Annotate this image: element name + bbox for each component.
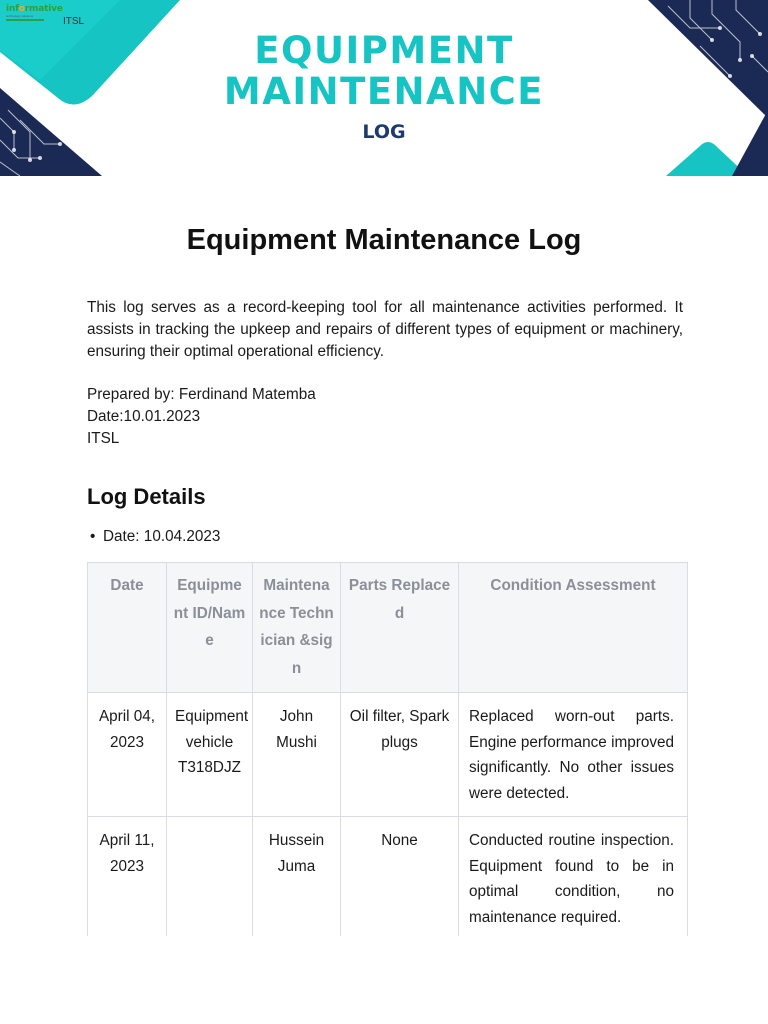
column-header-parts: Parts Replaced [341, 563, 459, 693]
banner-title: EQUIPMENT MAINTENANCE [223, 29, 545, 113]
cell-technician: Hussein Juma [253, 817, 341, 937]
table-header-row [88, 563, 688, 693]
intro-paragraph: This log serves as a record-keeping tool for all maintenance activities performed. It assists in tracking the upkeep and repairs of different types of equipment or machinery, ensuring their optimal operational efficiency. [87, 299, 683, 360]
column-header-date: Date [88, 563, 167, 693]
table-row [88, 817, 688, 937]
table-row [88, 693, 688, 817]
cell-date: April 04, 2023 [88, 693, 167, 817]
cell-condition: Conducted routine inspection. Equipment found to be in optimal condition, no maintenance required. [459, 817, 688, 937]
document-date: Date:10.01.2023 [87, 408, 201, 425]
header-banner [0, 0, 768, 176]
log-date-item [90, 526, 220, 548]
column-header-technician: Maintenance Technician &sign [253, 563, 341, 693]
document-meta [87, 384, 316, 450]
cell-date: April 11, 2023 [88, 817, 167, 937]
column-header-condition: Condition Assessment [459, 563, 688, 693]
cell-equipment [167, 817, 253, 937]
maintenance-log-table [87, 562, 688, 936]
log-date: Date: 10.04.2023 [103, 528, 221, 545]
banner-organization: ITSL [63, 16, 85, 27]
column-header-equipment: Equipment ID/Name [167, 563, 253, 693]
cell-parts: Oil filter, Spark plugs [341, 693, 459, 817]
cell-condition: Replaced worn-out parts. Engine performance improved significantly. No other issues were detected. [459, 693, 688, 817]
bullet-icon: • [90, 528, 96, 545]
cell-equipment: Equipment vehicle T318DJZ [167, 693, 253, 817]
company-logo: informative technology solutions [6, 5, 63, 21]
log-details-heading: Log Details [87, 484, 206, 509]
document-title: Equipment Maintenance Log [186, 224, 582, 256]
cell-technician: John Mushi [253, 693, 341, 817]
cell-parts: None [341, 817, 459, 937]
prepared-by: Prepared by: Ferdinand Matemba [87, 386, 316, 403]
document-organization: ITSL [87, 430, 120, 447]
banner-subtitle: LOG [362, 121, 406, 143]
